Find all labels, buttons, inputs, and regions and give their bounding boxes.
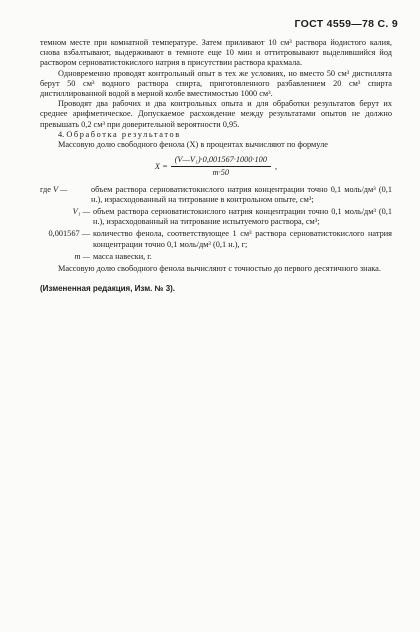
section-title: Обработка результатов <box>66 129 181 139</box>
definition-symbol: m — <box>74 251 90 261</box>
definition-desc: количество фенола, соответствующее 1 см³ раствора серноватистокислого натрия концентрации точно 0,1 моль/дм³ (0,1 н.), г; <box>93 229 392 249</box>
definition-term <box>40 252 93 262</box>
section-heading <box>40 130 392 140</box>
amendment-note: (Измененная редакция, Изм. № 3). <box>40 284 176 294</box>
definition-symbol: V — <box>52 184 68 194</box>
formula-fraction <box>171 155 271 178</box>
definition-desc: объем раствора серноватистокислого натрия концентрации точно 0,1 моль/дм³ (0,1 н.), израсходованный на титрование в контрольном опыте, см³; <box>91 184 392 204</box>
paragraph-control-test: Одновременно проводят контрольный опыт в тех же условиях, но вместо 50 см³ дистиллята берут 50 см³ водного раствора спирта, приготовленного разбавлением 20 см³ спирта дистиллированной водой в мерной колбе вместимостью 1000 см³. <box>40 68 392 99</box>
definition-item <box>40 185 392 205</box>
paragraph-titration: темном месте при комнатной температуре. Затем приливают 10 см³ раствора йодистого калия, снова взбалтывают, выдерживают в темноте еще 10 мин и оттитровывают выделившийся йод раствором серноватистокислого натрия в присутствии раствора крахмала. <box>40 38 392 68</box>
definition-item <box>40 252 392 262</box>
paragraph-conclusion: Массовую долю свободного фенола вычисляют с точностью до первого десятичного знака. <box>58 264 381 274</box>
definition-desc: масса навески, г. <box>93 251 152 261</box>
definition-symbol: 0,001567 — <box>48 229 90 239</box>
definition-term <box>40 207 93 227</box>
definitions-list <box>40 185 392 262</box>
formula-intro: Массовую долю свободного фенола (X) в процентах вычисляют по формуле <box>58 140 328 150</box>
section-number: 4. <box>58 129 65 139</box>
formula-lhs: X = <box>154 161 168 171</box>
definition-desc: объем раствора серноватистокислого натрия концентрации точно 0,1 моль/дм³ (0,1 н.), израсходованный на титрование испытуемого раствора, см³; <box>93 207 392 227</box>
formula <box>40 155 392 178</box>
definition-prefix: где <box>40 184 51 194</box>
definition-item <box>40 229 392 249</box>
definition-term <box>40 229 93 249</box>
formula-numerator: (V—V₁)·0,001567·1000·100 <box>171 155 271 167</box>
definition-symbol: V₁ — <box>72 207 90 217</box>
definition-item <box>40 207 392 227</box>
page-header: ГОСТ 4559—78 С. 9 <box>294 18 398 30</box>
document-body <box>40 38 392 294</box>
definition-term <box>40 185 91 205</box>
formula-trail: , <box>274 161 278 171</box>
formula-denominator: m·50 <box>212 168 230 178</box>
paragraph-repeat-tests: Проводят два рабочих и два контрольных опыта и для обработки результатов берут их среднее арифметическое. Допускаемое расхождение между результатами опытов не должно превышать 0,2 см³ при доверительной вероятности 0,95. <box>40 99 392 129</box>
